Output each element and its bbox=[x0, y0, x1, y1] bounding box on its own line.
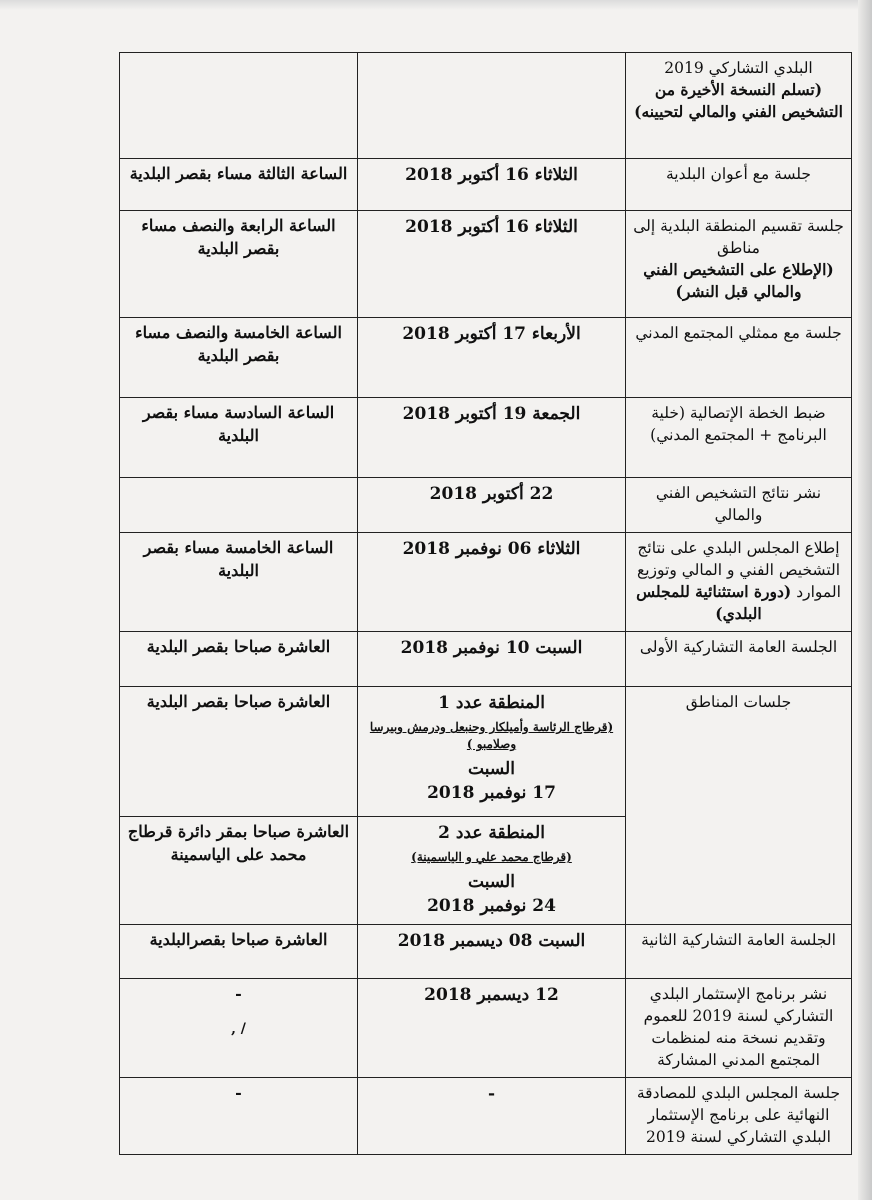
date-cell: - bbox=[358, 1078, 626, 1155]
time-cell: الساعة الخامسة مساء بقصر البلدية bbox=[120, 533, 358, 632]
activity-note: (دورة استثنائية للمجلس البلدي) bbox=[636, 582, 792, 623]
date-cell: السبت 10 نوفمبر 2018 bbox=[358, 632, 626, 687]
table-row bbox=[120, 398, 852, 478]
activity-cell: جلسة مع أعوان البلدية bbox=[626, 159, 852, 211]
table-row bbox=[120, 478, 852, 533]
date-cell bbox=[358, 53, 626, 159]
time-cell: الساعة الثالثة مساء بقصر البلدية bbox=[120, 159, 358, 211]
time-cell bbox=[120, 979, 358, 1078]
table-row bbox=[120, 979, 852, 1078]
date-cell bbox=[358, 817, 626, 925]
time-cell: العاشرة صباحا بمقر دائرة قرطاج محمد على الياسمينة bbox=[120, 817, 358, 925]
time-cell: - bbox=[120, 1078, 358, 1155]
time-cell bbox=[120, 53, 358, 159]
table-row bbox=[120, 211, 852, 318]
activity-cell: الجلسة العامة التشاركية الثانية bbox=[626, 925, 852, 979]
activity-note: (الإطلاع على التشخيص الفني والمالي قبل النشر) bbox=[643, 260, 834, 301]
date-cell: الثلاثاء 06 نوفمبر 2018 bbox=[358, 533, 626, 632]
activity-text: إطلاع المجلس البلدي على نتائج التشخيص الفني و المالي وتوزيع الموارد bbox=[636, 539, 841, 601]
schedule-table bbox=[119, 52, 852, 1155]
date-cell: الأربعاء 17 أكتوبر 2018 bbox=[358, 318, 626, 398]
zone-detail: (قرطاج الرئاسة وأميلكار وحنبعل ودرمش وبيرسا وصلامبو ) bbox=[369, 720, 614, 752]
table-row bbox=[120, 687, 852, 817]
zone-title: المنطقة عدد 1 bbox=[438, 693, 545, 713]
pen-mark: / , bbox=[231, 1021, 246, 1038]
time-cell: العاشرة صباحا بقصر البلدية bbox=[120, 632, 358, 687]
zone-date: 17 نوفمبر 2018 bbox=[427, 783, 556, 804]
zone-date: 24 نوفمبر 2018 bbox=[427, 896, 556, 917]
activity-note: (تسلم النسخة الأخيرة من التشخيص الفني والمالي لتحيينه) bbox=[634, 80, 843, 121]
activity-cell: جلسة مع ممثلي المجتمع المدني bbox=[626, 318, 852, 398]
table-row bbox=[120, 159, 852, 211]
activity-text: البلدي التشاركي 2019 bbox=[664, 59, 813, 77]
activity-cell: نشر برنامج الإستثمار البلدي التشاركي لسنة 2019 للعموم وتقديم نسخة منه لمنظمات المجتمع المدني المشاركة bbox=[626, 979, 852, 1078]
time-text: - bbox=[235, 984, 242, 1004]
time-cell bbox=[120, 478, 358, 533]
scan-shadow-top bbox=[0, 0, 872, 10]
date-cell bbox=[358, 687, 626, 817]
date-cell: الجمعة 19 أكتوبر 2018 bbox=[358, 398, 626, 478]
scan-shadow-right bbox=[858, 0, 872, 1200]
activity-cell: الجلسة العامة التشاركية الأولى bbox=[626, 632, 852, 687]
table-row bbox=[120, 318, 852, 398]
time-cell: الساعة الخامسة والنصف مساء بقصر البلدية bbox=[120, 318, 358, 398]
zone-detail: (قرطاج محمد علي و الياسمينة) bbox=[411, 850, 572, 865]
date-cell: السبت 08 ديسمبر 2018 bbox=[358, 925, 626, 979]
activity-cell: جلسة المجلس البلدي للمصادقة النهائية على برنامج الإستثمار البلدي التشاركي لسنة 2019 bbox=[626, 1078, 852, 1155]
activity-cell bbox=[626, 211, 852, 318]
date-cell: 12 ديسمبر 2018 bbox=[358, 979, 626, 1078]
time-cell: الساعة الرابعة والنصف مساء بقصر البلدية bbox=[120, 211, 358, 318]
activity-cell bbox=[626, 533, 852, 632]
table-row bbox=[120, 632, 852, 687]
time-cell: العاشرة صباحا بقصرالبلدية bbox=[120, 925, 358, 979]
time-cell: العاشرة صباحا بقصر البلدية bbox=[120, 687, 358, 817]
zone-day: السبت bbox=[468, 872, 515, 893]
zone-title: المنطقة عدد 2 bbox=[438, 823, 545, 843]
date-cell: الثلاثاء 16 أكتوبر 2018 bbox=[358, 211, 626, 318]
table-row bbox=[120, 925, 852, 979]
table-row bbox=[120, 533, 852, 632]
time-cell: الساعة السادسة مساء بقصر البلدية bbox=[120, 398, 358, 478]
zone-day: السبت bbox=[468, 759, 515, 780]
date-cell: 22 أكتوبر 2018 bbox=[358, 478, 626, 533]
activity-cell: نشر نتائج التشخيص الفني والمالي bbox=[626, 478, 852, 533]
activity-text: جلسة تقسيم المنطقة البلدية إلى مناطق bbox=[633, 217, 844, 257]
table-row bbox=[120, 1078, 852, 1155]
date-cell: الثلاثاء 16 أكتوبر 2018 bbox=[358, 159, 626, 211]
activity-cell: جلسات المناطق bbox=[626, 687, 852, 925]
activity-cell: ضبط الخطة الإتصالية (خلية البرنامج + المجتمع المدني) bbox=[626, 398, 852, 478]
activity-cell bbox=[626, 53, 852, 159]
table-row bbox=[120, 53, 852, 159]
